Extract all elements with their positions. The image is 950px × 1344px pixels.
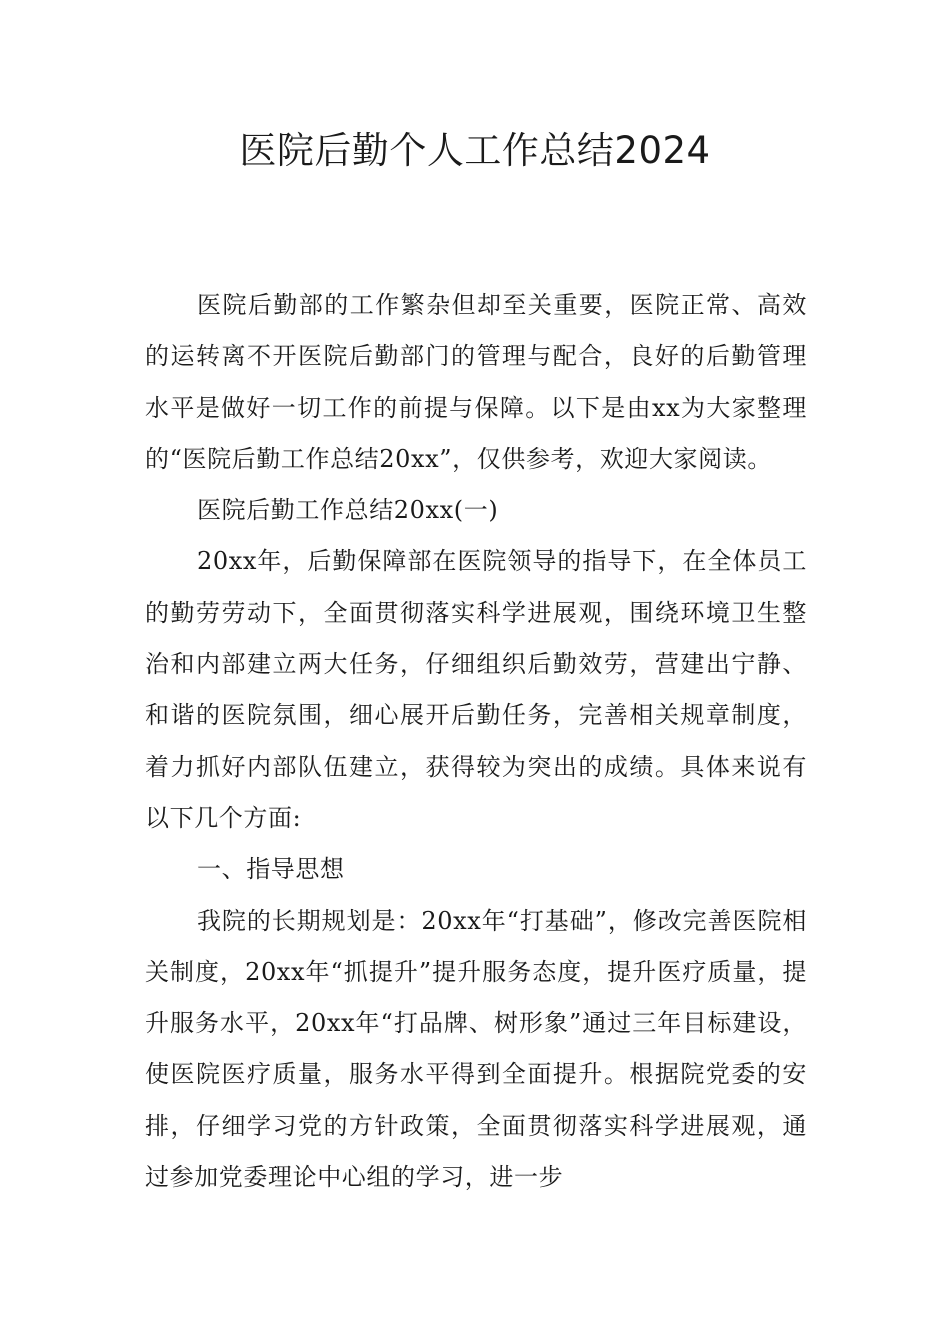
body-paragraph: 20xx年，后勤保障部在医院领导的指导下，在全体员工的勤劳劳动下，全面贯彻落实科学进展观，围绕环境卫生整治和内部建立两大任务，仔细组织后勤效劳，营建出宁静、和谐的医院氛围，细心展开后勤任务，完善相关规章制度，着力抓好内部队伍建立，获得较为突出的成绩。具体来说有以下几个方面: <box>145 547 807 832</box>
section-heading: 医院后勤工作总结20xx(一) <box>197 496 499 525</box>
document-body <box>145 280 807 1203</box>
body-paragraph: 我院的长期规划是：20xx年“打基础”，修改完善医院相关制度，20xx年“抓提升”提升服务态度，提升医疗质量，提升服务水平，20xx年“打品牌、树形象”通过三年目标建设，使医院医疗质量，服务水平得到全面提升。根据院党委的安排，仔细学习党的方针政策，全面贯彻落实科学进展观，通过参加党委理论中心组的学习，进一步 <box>145 906 807 1192</box>
intro-paragraph: 医院后勤部的工作繁杂但却至关重要，医院正常、高效的运转离不开医院后勤部门的管理与配合，良好的后勤管理水平是做好一切工作的前提与保障。以下是由xx为大家整理的“医院后勤工作总结20xx”，仅供参考，欢迎大家阅读。 <box>145 291 807 473</box>
subsection-heading: 一、指导思想 <box>197 855 345 884</box>
document-title: 医院后勤个人工作总结2024 <box>239 129 711 172</box>
